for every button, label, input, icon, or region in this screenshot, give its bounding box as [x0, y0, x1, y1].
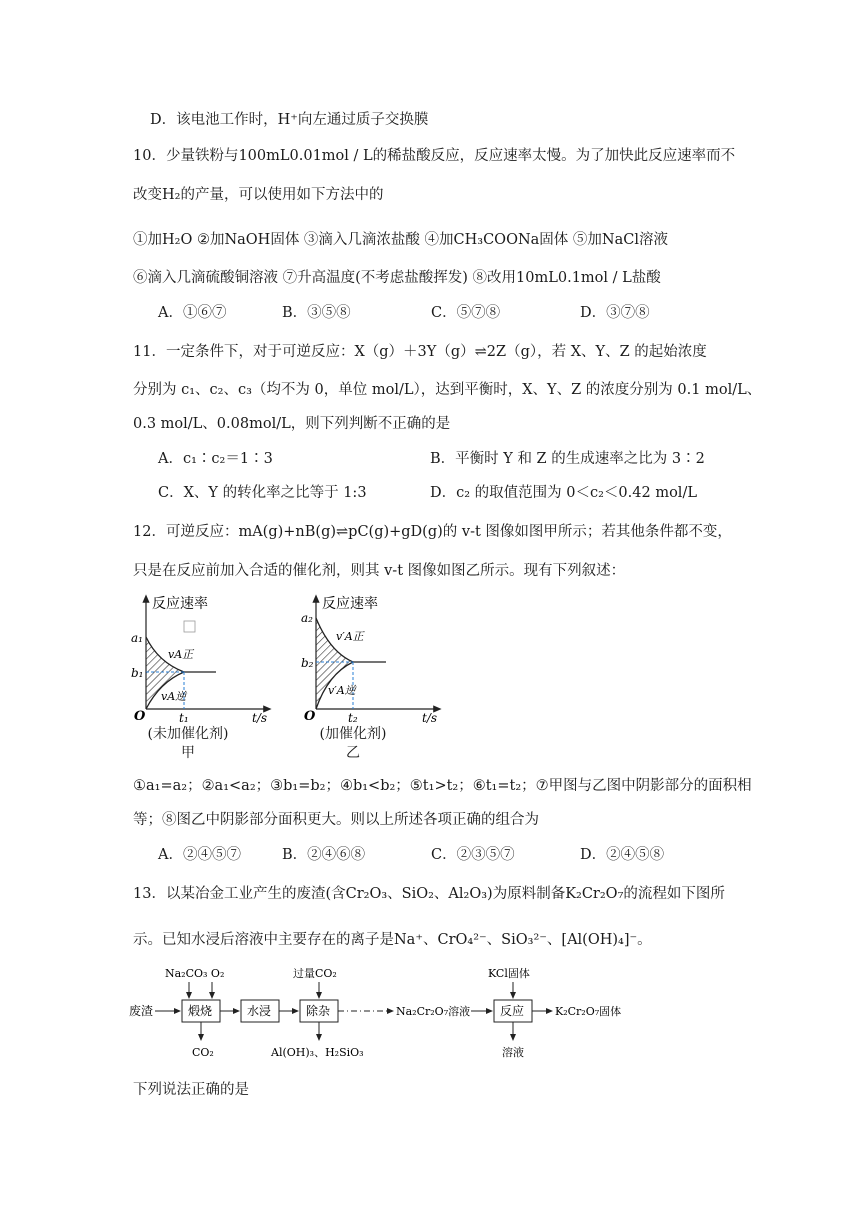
q12-stem-line1: 12．可逆反应：mA(g)+nB(g)⇌pC(g)+gD(g)的 v-t 图像如图甲所示；若其他条件都不变，	[133, 524, 732, 540]
graph-jia	[128, 592, 278, 727]
q12-statements-line2: 等；⑧图乙中阴影部分面积更大。则以上所述各项正确的组合为	[133, 812, 539, 828]
q10-methods-line1: ①加H₂O ②加NaOH固体 ③滴入几滴浓盐酸 ④加CH₃COONa固体 ⑤加NaCl溶液	[133, 232, 668, 248]
graph-jia-b-label: b₁	[131, 666, 144, 680]
q10-option-c: C．⑤⑦⑧	[431, 305, 501, 321]
q10-option-b: B．③⑤⑧	[282, 305, 351, 321]
flow-reagent3-label: 过量CO₂	[293, 967, 337, 980]
q12-option-d: D．②④⑤⑧	[580, 847, 665, 863]
flow-box-calcination-label: 煅烧	[188, 1004, 213, 1018]
graph-jia-x-unit: t/s	[252, 711, 268, 725]
graph-jia-a-label: a₁	[131, 631, 143, 645]
q12-option-c: C．②③⑤⑦	[431, 847, 515, 863]
flow-box-impurity-removal-label: 除杂	[306, 1004, 331, 1018]
q13-stem-line1: 13．以某冶金工业产生的废渣(含Cr₂O₃、SiO₂、Al₂O₃)为原料制备K₂Cr₂O₇的流程如下图所	[133, 886, 725, 902]
graph-jia-caption: (未加催化剂)	[147, 726, 229, 742]
graph-yi-origin: O	[304, 709, 316, 724]
graph-jia-name: 甲	[181, 745, 195, 761]
q10-stem-line2: 改变H₂的产量，可以使用如下方法中的	[133, 187, 384, 203]
q11-stem-line3: 0.3 mol/L、0.08mol/L，则下列判断不正确的是	[133, 416, 451, 432]
graph-yi-caption: (加催化剂)	[319, 726, 387, 742]
graph-jia-vreverse-label: vA逆	[161, 690, 187, 703]
q10-stem-line1: 10．少量铁粉与100mL0.01mol / L的稀盐酸反应，反应速率太慢。为了加快此反应速率而不	[133, 148, 736, 164]
graph-yi-t-label: t₂	[348, 711, 358, 725]
flow-end-label: K₂Cr₂O₇固体	[555, 1005, 622, 1018]
q10-methods-line2: ⑥滴入几滴硫酸铜溶液 ⑦升高温度(不考虑盐酸挥发) ⑧改用10mL0.1mol / L盐酸	[133, 270, 661, 286]
graph-yi-name: 乙	[346, 745, 360, 761]
q12-statements-line1: ①a₁=a₂；②a₁<a₂；③b₁=b₂；④b₁<b₂；⑤t₁>t₂；⑥t₁=t₂；⑦甲图与乙图中阴影部分的面积相	[133, 778, 752, 794]
flow-out3-label: Al(OH)₃、H₂SiO₃	[271, 1046, 364, 1059]
flow-out1-label: CO₂	[192, 1046, 214, 1059]
q13-question: 下列说法正确的是	[133, 1082, 249, 1098]
flow-start-label: 废渣	[129, 1004, 154, 1018]
graph-jia-vforward-label: vA正	[168, 648, 194, 661]
flow-mid-label: Na₂Cr₂O₇溶液	[396, 1005, 471, 1018]
graph-yi-vforward-label: v′A正	[336, 630, 364, 643]
graph-yi-x-unit: t/s	[422, 711, 438, 725]
flow-box-reaction-label: 反应	[500, 1004, 525, 1018]
q12-option-a: A．②④⑤⑦	[158, 847, 241, 863]
graph-yi	[298, 592, 448, 727]
graph-yi-a-label: a₂	[301, 611, 313, 625]
q9-option-d: D．该电池工作时，H⁺向左通过质子交换膜	[150, 112, 429, 128]
flow-out4-label: 溶液	[502, 1046, 524, 1059]
q11-option-d: D．c₂ 的取值范围为 0＜c₂＜0.42 mol/L	[430, 485, 697, 501]
q11-stem-line1: 11．一定条件下，对于可逆反应：X（g）＋3Y（g）⇌2Z（g），若 X、Y、Z 的起始浓度	[133, 344, 707, 360]
q13-stem-line2: 示。已知水浸后溶液中主要存在的离子是Na⁺、CrO₄²⁻、SiO₃²⁻、[Al(OH)₄]⁻。	[133, 932, 652, 948]
graph-jia-ylabel: 反应速率	[152, 596, 208, 612]
process-flow-diagram	[125, 962, 645, 1067]
graph-yi-b-label: b₂	[301, 656, 314, 670]
q11-option-c: C．X、Y 的转化率之比等于 1:3	[158, 485, 367, 501]
flow-box-water-leach-label: 水浸	[247, 1004, 272, 1018]
q11-option-b: B．平衡时 Y 和 Z 的生成速率之比为 3∶2	[430, 451, 705, 467]
graph-jia-t-label: t₁	[179, 711, 189, 725]
q11-option-a: A．c₁∶c₂＝1∶3	[158, 451, 273, 467]
q11-stem-line2: 分别为 c₁、c₂、c₃（均不为 0，单位 mol/L），达到平衡时，X、Y、Z 的浓度分别为 0.1 mol/L、	[133, 382, 762, 398]
graph-jia-origin: O	[134, 709, 146, 724]
q12-stem-line2: 只是在反应前加入合适的催化剂，则其 v-t 图像如图乙所示。现有下列叙述：	[133, 563, 626, 579]
graph-yi-vreverse-label: v′A逆	[328, 684, 356, 697]
graph-yi-ylabel: 反应速率	[322, 596, 378, 612]
q10-option-d: D．③⑦⑧	[580, 305, 650, 321]
graph-jia-placeholder-box	[184, 621, 195, 632]
flow-reagent1-label: Na₂CO₃ O₂	[165, 967, 225, 980]
flow-reagent4-label: KCl固体	[488, 967, 530, 980]
q12-option-b: B．②④⑥⑧	[282, 847, 366, 863]
q10-option-a: A．①⑥⑦	[158, 305, 227, 321]
